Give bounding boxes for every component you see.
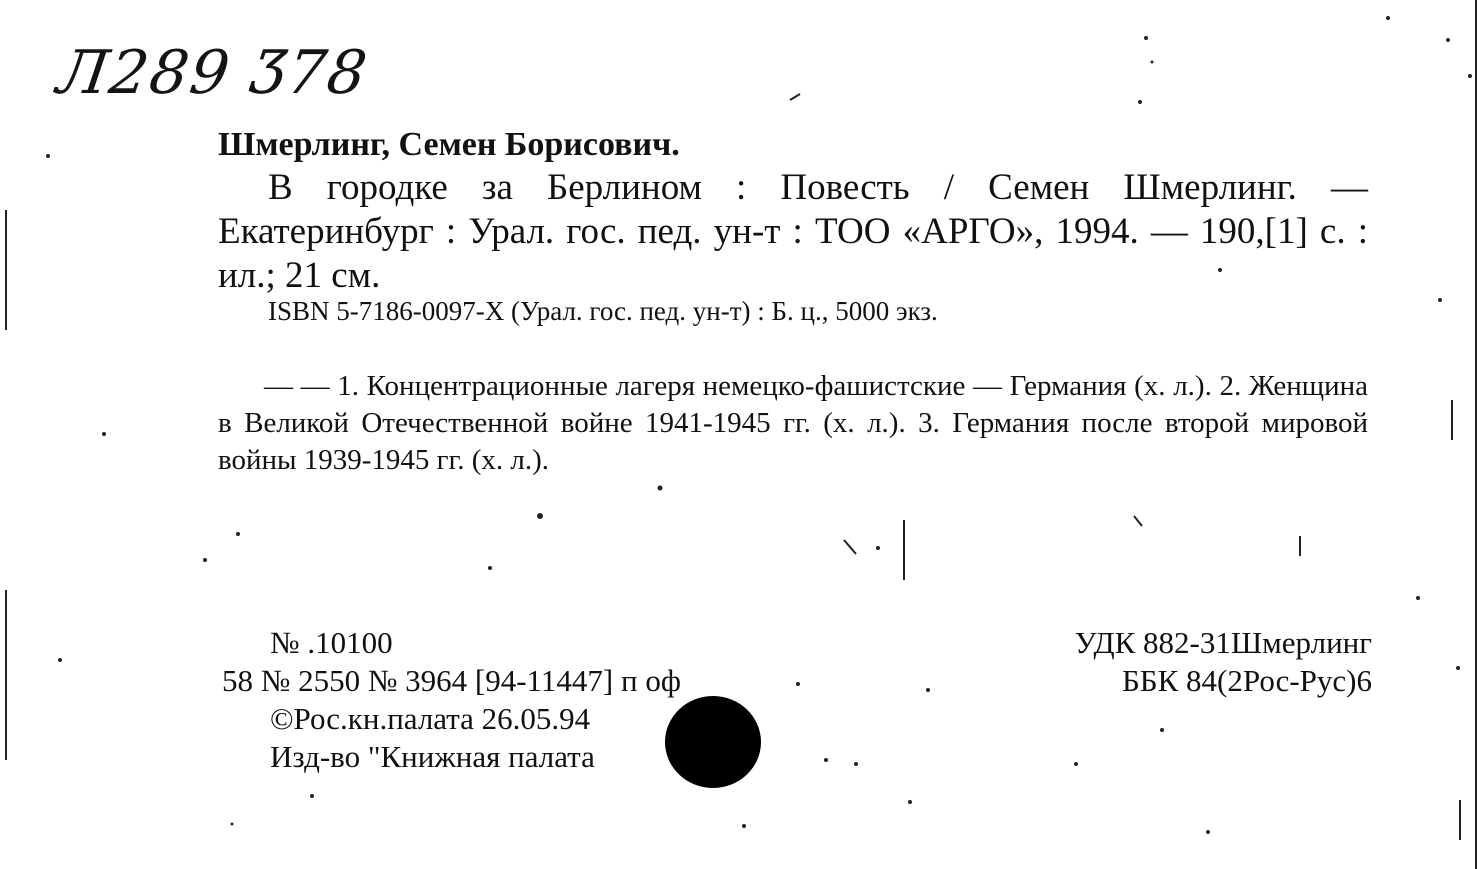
registration-numbers: 58 № 2550 № 3964 [94-11447] п оф [222,663,681,698]
subject-headings: — — 1. Концентрационные лагеря немецко-фашистские — Германия (х. л.). 2. Женщина в Великой Отечественной войне 1941-1945 гг. (х. л.). 3. Германия после второй мировой войны 1939-1945 гг. (х. л.). [218,370,1368,476]
publisher-line: Изд-во "Книжная палата [270,739,595,774]
udk-code: УДК 882-31Шмерлинг [1074,625,1372,660]
ink-blot [665,696,761,788]
bbk-code: ББК 84(2Рос-Рус)6 [1122,663,1372,698]
author-heading: Шмерлинг, Семен Борисович. [218,126,680,163]
card-footer-right [1075,624,1372,700]
bibliographic-description: В городке за Берлином : Повесть / Семен Шмерлинг. — Екатеринбург : Урал. гос. пед. ун-т : ТОО «АРГО», 1994. — 190,[1] с. : ил.; 21 см. [218,167,1368,296]
handwritten-call-number: Л289 Ӡ78 [53,38,373,108]
isbn-line: ISBN 5-7186-0097-X (Урал. гос. пед. ун-т) : Б. ц., 5000 экз. [268,296,938,326]
card-number: № .10100 [270,625,393,660]
card-footer-left [222,624,681,776]
copyright-line: ©Рос.кн.палата 26.05.94 [270,701,591,736]
